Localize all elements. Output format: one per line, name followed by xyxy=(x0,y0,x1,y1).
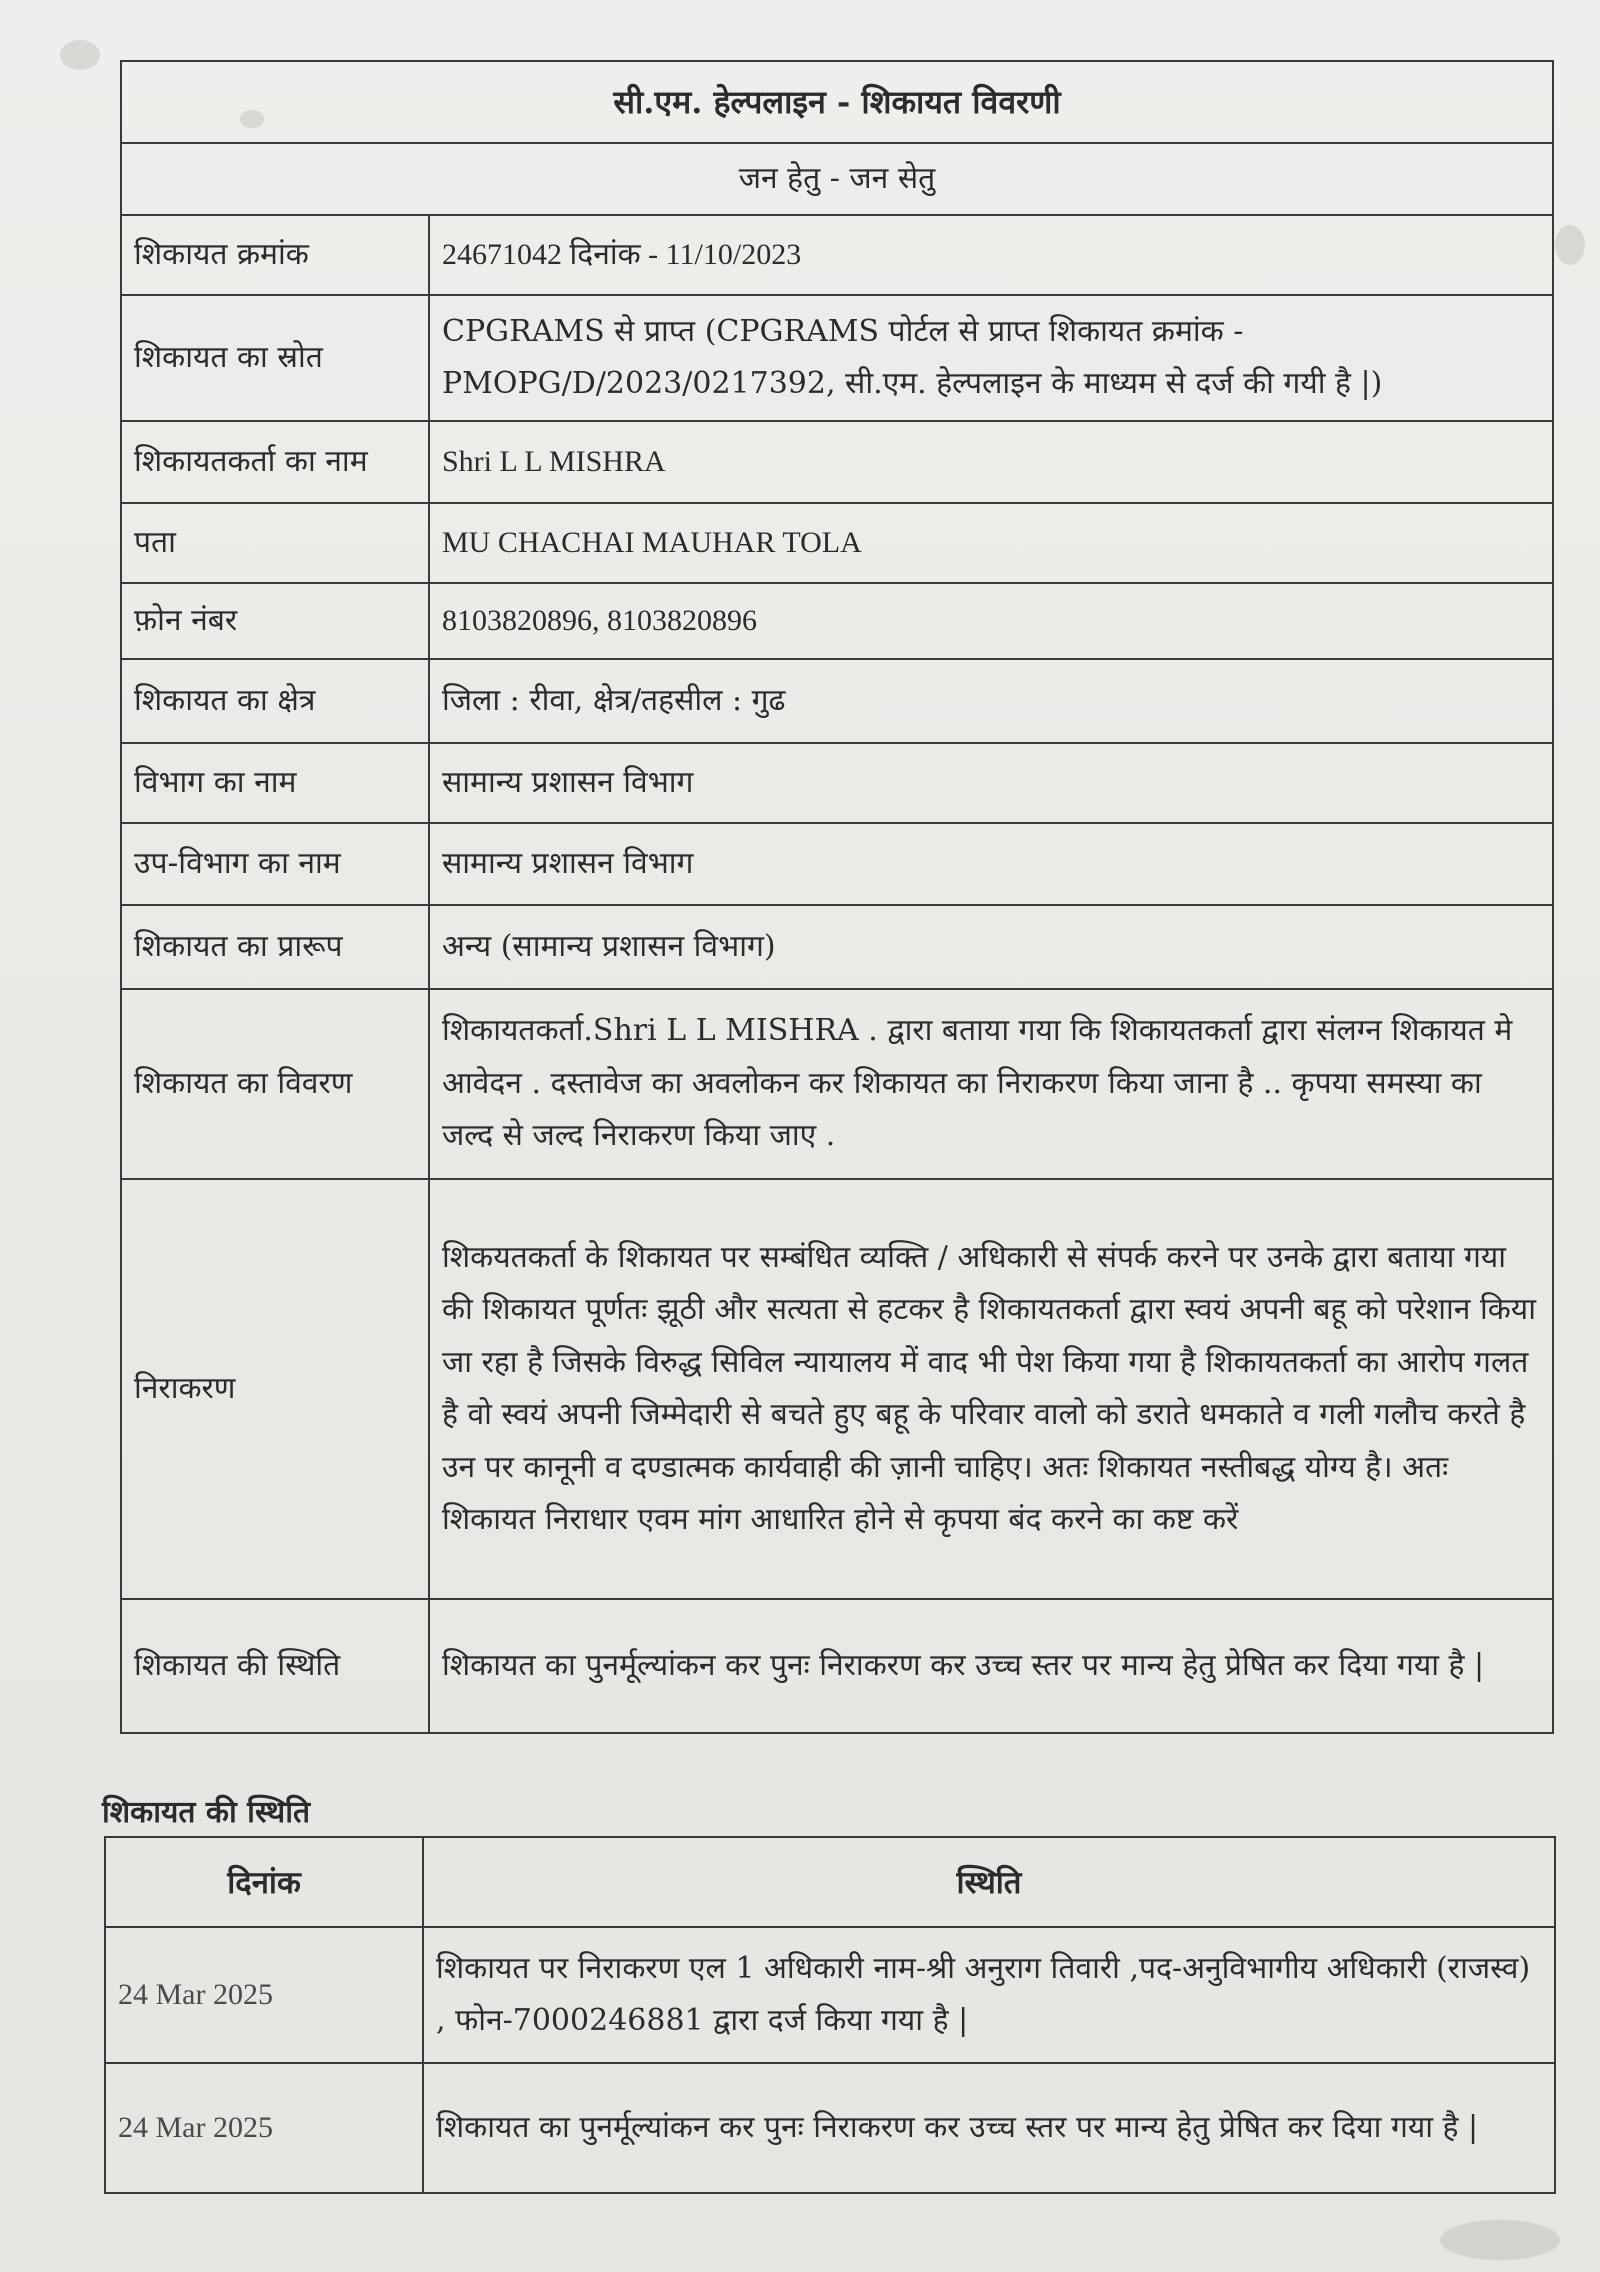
area-value: जिला : रीवा, क्षेत्र/तहसील : गुढ xyxy=(429,659,1553,743)
source-value: CPGRAMS से प्राप्त (CPGRAMS पोर्टल से प्राप्त शिकायत क्रमांक - PMOPG/D/2023/0217392, सी.एम. हेल्पलाइन के माध्यम से दर्ज की गयी है |) xyxy=(429,295,1553,421)
subtitle-row xyxy=(121,143,1553,215)
status-date: 24 Mar 2025 xyxy=(105,1927,423,2063)
detail-row-resolution xyxy=(121,1179,1553,1599)
row-label: उप-विभाग का नाम xyxy=(121,823,429,905)
status-text: शिकायत का पुनर्मूल्यांकन कर पुनः निराकरण कर उच्च स्तर पर मान्य हेतु प्रेषित कर दिया गया है | xyxy=(423,2063,1555,2193)
row-label: निराकरण xyxy=(121,1179,429,1599)
status-text: शिकायत पर निराकरण एल 1 अधिकारी नाम-श्री अनुराग तिवारी ,पद-अनुविभागीय अधिकारी (राजस्व) , फोन-7000246881 द्वारा दर्ज किया गया है | xyxy=(423,1927,1555,2063)
paper-smudge xyxy=(60,40,100,70)
detail-row-area xyxy=(121,659,1553,743)
status-history-table xyxy=(104,1836,1556,2194)
date-column-header: दिनांक xyxy=(105,1837,423,1927)
detail-row-complaint-type xyxy=(121,905,1553,989)
status-date: 24 Mar 2025 xyxy=(105,2063,423,2193)
address-value: MU CHACHAI MAUHAR TOLA xyxy=(429,503,1553,583)
paper-smudge xyxy=(240,110,264,128)
row-label: शिकायत का प्रारूप xyxy=(121,905,429,989)
status-history-row xyxy=(105,2063,1555,2193)
complainant-name-value: Shri L L MISHRA xyxy=(429,421,1553,503)
paper-smudge xyxy=(1440,2220,1560,2260)
description-value: शिकायतकर्ता.Shri L L MISHRA . द्वारा बताया गया कि शिकायतकर्ता द्वारा संलग्न शिकायत मे आवेदन . दस्तावेज का अवलोकन कर शिकायत का निराकरण किया जाना है .. कृपया समस्या का जल्द से जल्द निराकरण किया जाए . xyxy=(429,989,1553,1179)
row-label: पता xyxy=(121,503,429,583)
complaint-type-value: अन्य (सामान्य प्रशासन विभाग) xyxy=(429,905,1553,989)
detail-row-source xyxy=(121,295,1553,421)
detail-row-phone xyxy=(121,583,1553,659)
sub-department-value: सामान्य प्रशासन विभाग xyxy=(429,823,1553,905)
status-value: शिकायत का पुनर्मूल्यांकन कर पुनः निराकरण कर उच्च स्तर पर मान्य हेतु प्रेषित कर दिया गया है | xyxy=(429,1599,1553,1733)
detail-row-address xyxy=(121,503,1553,583)
detail-row-complaint-number xyxy=(121,215,1553,295)
row-label: शिकायत की स्थिति xyxy=(121,1599,429,1733)
status-column-header: स्थिति xyxy=(423,1837,1555,1927)
status-section-heading: शिकायत की स्थिति xyxy=(102,1795,311,1830)
row-label: विभाग का नाम xyxy=(121,743,429,823)
complaint-number-value: 24671042 दिनांक - 11/10/2023 xyxy=(429,215,1553,295)
detail-row-complainant-name xyxy=(121,421,1553,503)
paper-smudge xyxy=(1555,225,1585,265)
phone-value: 8103820896, 8103820896 xyxy=(429,583,1553,659)
department-value: सामान्य प्रशासन विभाग xyxy=(429,743,1553,823)
row-label: शिकायतकर्ता का नाम xyxy=(121,421,429,503)
detail-row-sub-department xyxy=(121,823,1553,905)
row-label: फ़ोन नंबर xyxy=(121,583,429,659)
resolution-value: शिकयतकर्ता के शिकायत पर सम्बंधित व्यक्ति / अधिकारी से संपर्क करने पर उनके द्वारा बताया गया की शिकायत पूर्णतः झूठी और सत्यता से हटकर है शिकायतकर्ता द्वारा स्वयं अपनी बहू को परेशान किया जा रहा है जिसके विरुद्ध सिविल न्यायालय में वाद भी पेश किया गया है शिकायतकर्ता का आरोप गलत है वो स्वयं अपनी जिम्मेदारी से बचते हुए बहू के परिवार वालो को डराते धमकाते व गली गलौच करते है उन पर कानूनी व दण्डात्मक कार्यवाही की ज़ानी चाहिए। अतः शिकायत नस्तीबद्ध योग्य है। अतः शिकायत निराधार एवम मांग आधारित होने से कृपया बंद करने का कष्ट करें xyxy=(429,1179,1553,1599)
row-label: शिकायत का क्षेत्र xyxy=(121,659,429,743)
detail-row-department xyxy=(121,743,1553,823)
status-header-row xyxy=(105,1837,1555,1927)
row-label: शिकायत का विवरण xyxy=(121,989,429,1179)
status-history-row xyxy=(105,1927,1555,2063)
row-label: शिकायत का स्रोत xyxy=(121,295,429,421)
row-label: शिकायत क्रमांक xyxy=(121,215,429,295)
document-title: सी.एम. हेल्पलाइन - शिकायत विवरणी xyxy=(121,61,1553,143)
detail-row-status xyxy=(121,1599,1553,1733)
document-subtitle: जन हेतु - जन सेतु xyxy=(121,143,1553,215)
detail-row-description xyxy=(121,989,1553,1179)
title-row xyxy=(121,61,1553,143)
complaint-details-table xyxy=(120,60,1554,1734)
